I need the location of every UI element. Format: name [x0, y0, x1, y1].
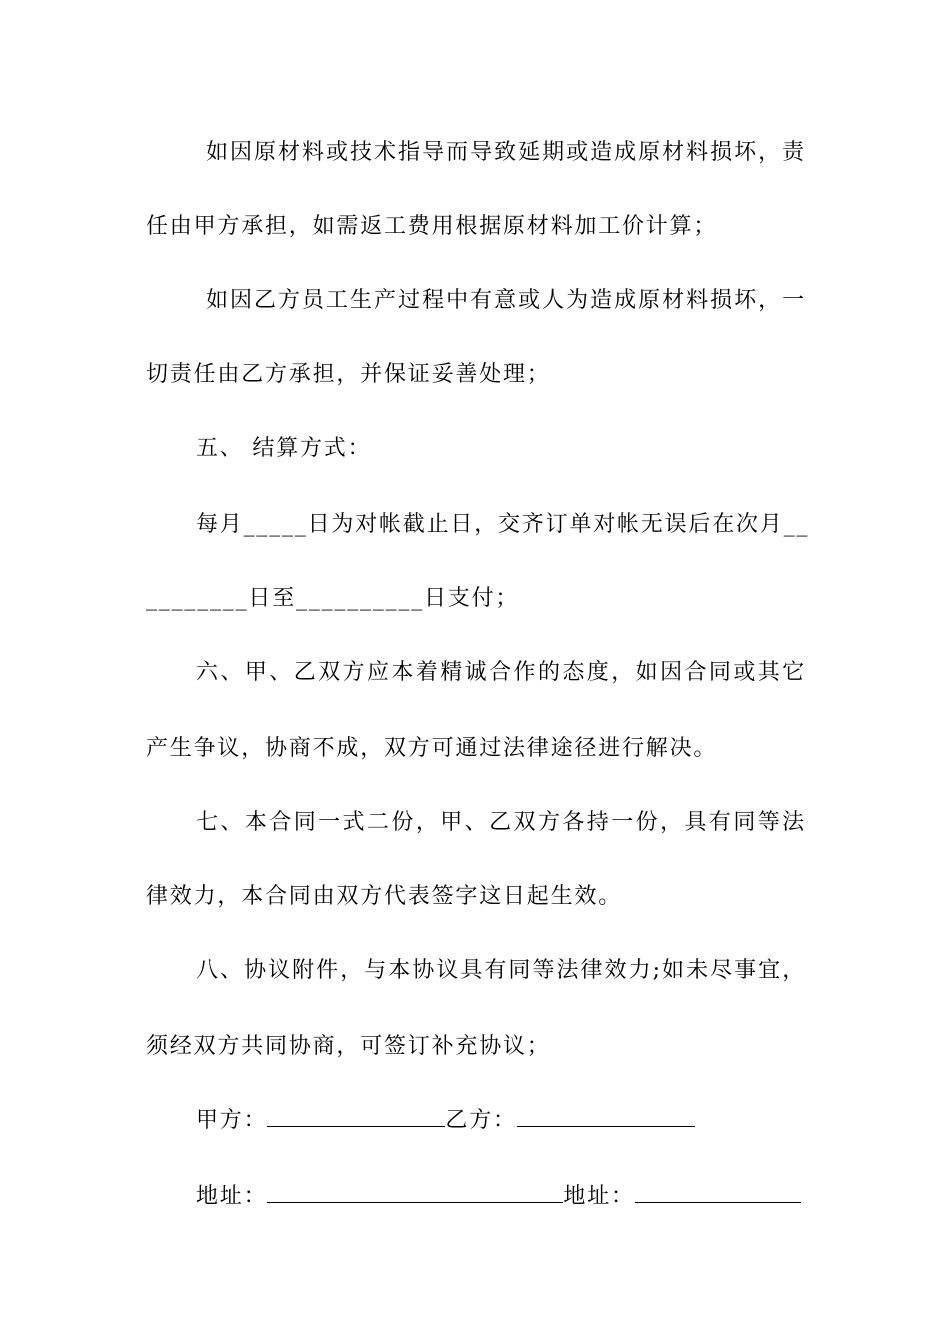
section-heading-settlement: 五、 结算方式：	[196, 436, 372, 461]
paragraph-line-10: 七、本合同一式二份，甲、乙双方各持一份，具有同等法	[196, 810, 806, 835]
address-a-blank[interactable]	[267, 1182, 563, 1203]
address-line	[196, 1182, 806, 1212]
paragraph-line-11: 律效力，本合同由双方代表签字这日起生效。	[146, 884, 623, 909]
paragraph-line-8: 六、甲、乙双方应本着精诚合作的态度，如因合同或其它	[196, 660, 806, 685]
paragraph-line-6: 每月_____日为对帐截止日，交齐订单对帐无误后在次月__	[196, 512, 810, 537]
address-b-label: 地址：	[563, 1184, 635, 1209]
paragraph-line-7: ________日至__________日支付；	[146, 586, 520, 611]
paragraph-line-9: 产生争议，协商不成，双方可通过法律途径进行解决。	[146, 736, 718, 761]
party-a-label: 甲方：	[196, 1108, 268, 1133]
paragraph-line-1: 如因原材料或技术指导而导致延期或造成原材料损坏，责	[206, 140, 806, 165]
party-b-blank[interactable]	[517, 1106, 695, 1127]
party-signature-line	[196, 1106, 806, 1136]
paragraph-line-3: 如因乙方员工生产过程中有意或人为造成原材料损坏，一	[206, 288, 806, 313]
paragraph-line-12: 八、协议附件，与本协议具有同等法律效力;如未尽事宜，	[196, 958, 806, 983]
paragraph-line-4: 切责任由乙方承担，并保证妥善处理；	[146, 362, 551, 387]
paragraph-line-13: 须经双方共同协商，可签订补充协议；	[146, 1034, 551, 1059]
paragraph-line-2: 任由甲方承担，如需返工费用根据原材料加工价计算；	[146, 214, 718, 239]
party-a-blank[interactable]	[267, 1106, 445, 1127]
address-a-label: 地址：	[196, 1184, 268, 1209]
party-b-label: 乙方：	[445, 1108, 517, 1133]
address-b-blank[interactable]	[635, 1182, 801, 1203]
